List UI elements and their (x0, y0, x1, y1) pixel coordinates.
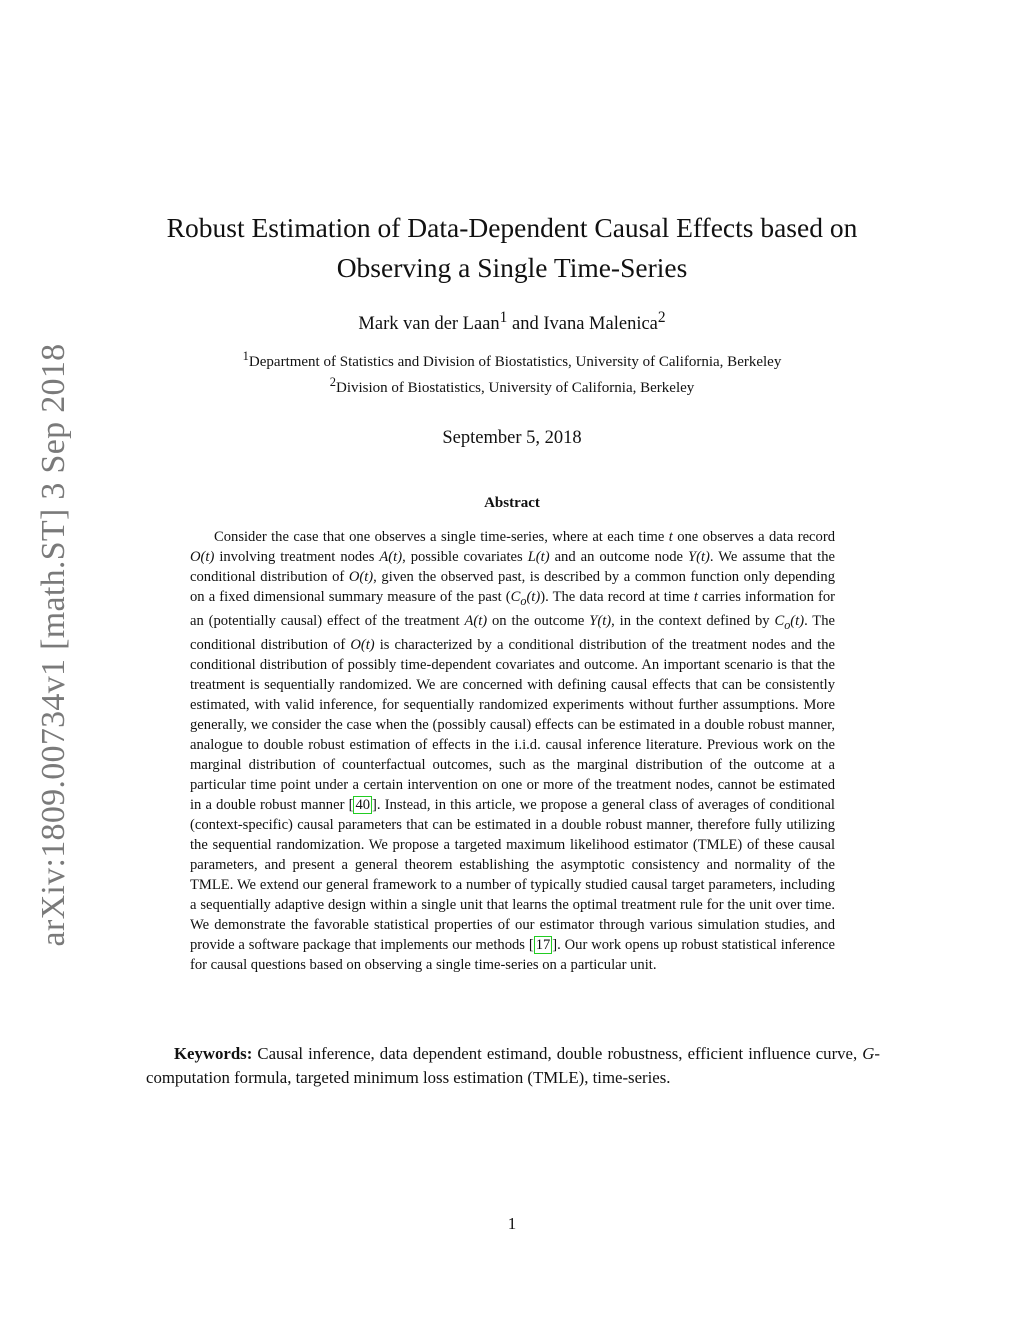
abstract-text: , in the context defined by (611, 612, 775, 629)
author-list (120, 306, 904, 336)
affiliation-2-text: Division of Biostatistics, University of California, Berkeley (335, 380, 695, 396)
abstract-text: , given the observed past, is described by a common function only depending on a fixed dimensional summary measure of the past ( (190, 569, 835, 605)
affiliation-2 (120, 372, 904, 398)
math-subscript-o: o (784, 617, 791, 632)
math-O-t: O(t) (350, 636, 375, 653)
math-G: G (862, 1044, 875, 1063)
math-Y-t: Y(t) (687, 549, 710, 565)
keywords-label: Keywords: (174, 1044, 253, 1063)
affiliation-1 (120, 346, 904, 372)
math-arg-t: (t) (526, 589, 541, 605)
abstract-text: and an outcome node (549, 549, 688, 565)
math-t: t (693, 589, 698, 605)
arxiv-identifier-stamp: arXiv:1809.00734v1 [math.ST] 3 Sep 2018 (35, 343, 72, 947)
abstract-text: . The conditional distribution of (190, 612, 835, 653)
keywords-text: -computation formula, targeted minimum loss estimation (TMLE), time-series. (146, 1044, 880, 1087)
math-Y-t: Y(t) (589, 612, 612, 629)
author-joiner: and (507, 314, 544, 335)
title-line-2: Observing a Single Time-Series (336, 252, 688, 283)
abstract-body (190, 527, 835, 975)
abstract-text: one observes a data record (672, 529, 835, 545)
math-C-o: C (774, 612, 785, 629)
author-2-affil-mark: 2 (657, 309, 666, 326)
math-t: t (668, 529, 673, 545)
affiliation-1-text: Department of Statistics and Division of Biostatistics, University of California, Berkeley (248, 354, 782, 370)
citation-link-17[interactable]: 17 (535, 936, 551, 953)
author-1-name: Mark van der Laan (358, 314, 500, 335)
abstract-text: ]. Our work opens up robust statistical inference for causal questions based on observing a single time-series on a particular unit. (190, 936, 835, 973)
keywords (146, 1042, 880, 1090)
abstract-text: . We assume that the conditional distribution of (190, 549, 835, 585)
math-A-t: A(t) (379, 549, 403, 565)
author-1-affil-mark: 1 (499, 309, 508, 326)
abstract-text: involving treatment nodes (214, 549, 380, 565)
abstract-text: is characterized by a conditional distribution of the treatment nodes and the conditional distribution of possibly time-dependent covariates and outcome. An important scenario is that the treatment is sequentially randomized. We are concerned with defining causal effects that can be consistently estimated, with valid inference, for sequentially randomized experiments without further assumptions. More generally, we consider the case when the (possibly causal) effects can be estimated in a double robust manner, analogue to double robust estimation of effects in the i.i.d. causal inference literature. Previous work on the marginal distribution of counterfactual outcomes, such as the marginal distribution of the outcome at a particular time point under a certain intervention on one or more of the treatment nodes, cannot be estimated in a double robust manner [ (190, 636, 835, 813)
abstract-text: ). The data record at time (540, 589, 694, 605)
abstract-text: ]. Instead, in this article, we propose a general class of averages of conditional (context-specific) causal parameters that can be estimated in a double robust manner, therefore fully utilizing the sequential randomization. We propose a targeted maximum likelihood estimator (TMLE) of these causal parameters, and present a general theorem establishing the asymptotic consistency and normality of the TMLE. We extend our general framework to a number of typically studied causal target parameters, including a sequentially adaptive design within a single unit that learns the optimal treatment rule for the unit over time. We demonstrate the favorable statistical properties of our estimator through various simulation studies, and provide a software package that implements our methods [ (190, 796, 835, 953)
affiliation-1-mark: 1 (242, 349, 249, 363)
publication-date: September 5, 2018 (442, 428, 582, 448)
citation-link-40[interactable]: 40 (355, 796, 371, 813)
math-A-t: A(t) (464, 612, 488, 629)
page-number: 1 (507, 1214, 517, 1233)
abstract-text: Consider the case that one observes a single time-series, where at each time (214, 529, 669, 545)
abstract-text: , possible covariates (402, 549, 528, 565)
math-O-t: O(t) (190, 549, 215, 565)
math-C-o: C (510, 589, 521, 605)
affiliation-2-mark: 2 (329, 375, 336, 389)
title-line-1: Robust Estimation of Data-Dependent Causal Effects based on (166, 212, 858, 243)
abstract-heading: Abstract (484, 495, 540, 511)
math-O-t: O(t) (348, 569, 374, 585)
abstract-text: carries information for an (potentially causal) effect of the treatment (190, 589, 836, 629)
math-arg-t: (t) (790, 612, 805, 629)
keywords-text: Causal inference, data dependent estimand, double robustness, efficient influence curve, (252, 1044, 863, 1063)
math-subscript-o: o (520, 593, 527, 608)
paper-title (120, 208, 904, 288)
abstract-text: on the outcome (487, 612, 590, 629)
math-L-t: L(t) (527, 549, 550, 565)
author-2-name: Ivana Malenica (543, 314, 658, 335)
affiliations (120, 346, 904, 398)
